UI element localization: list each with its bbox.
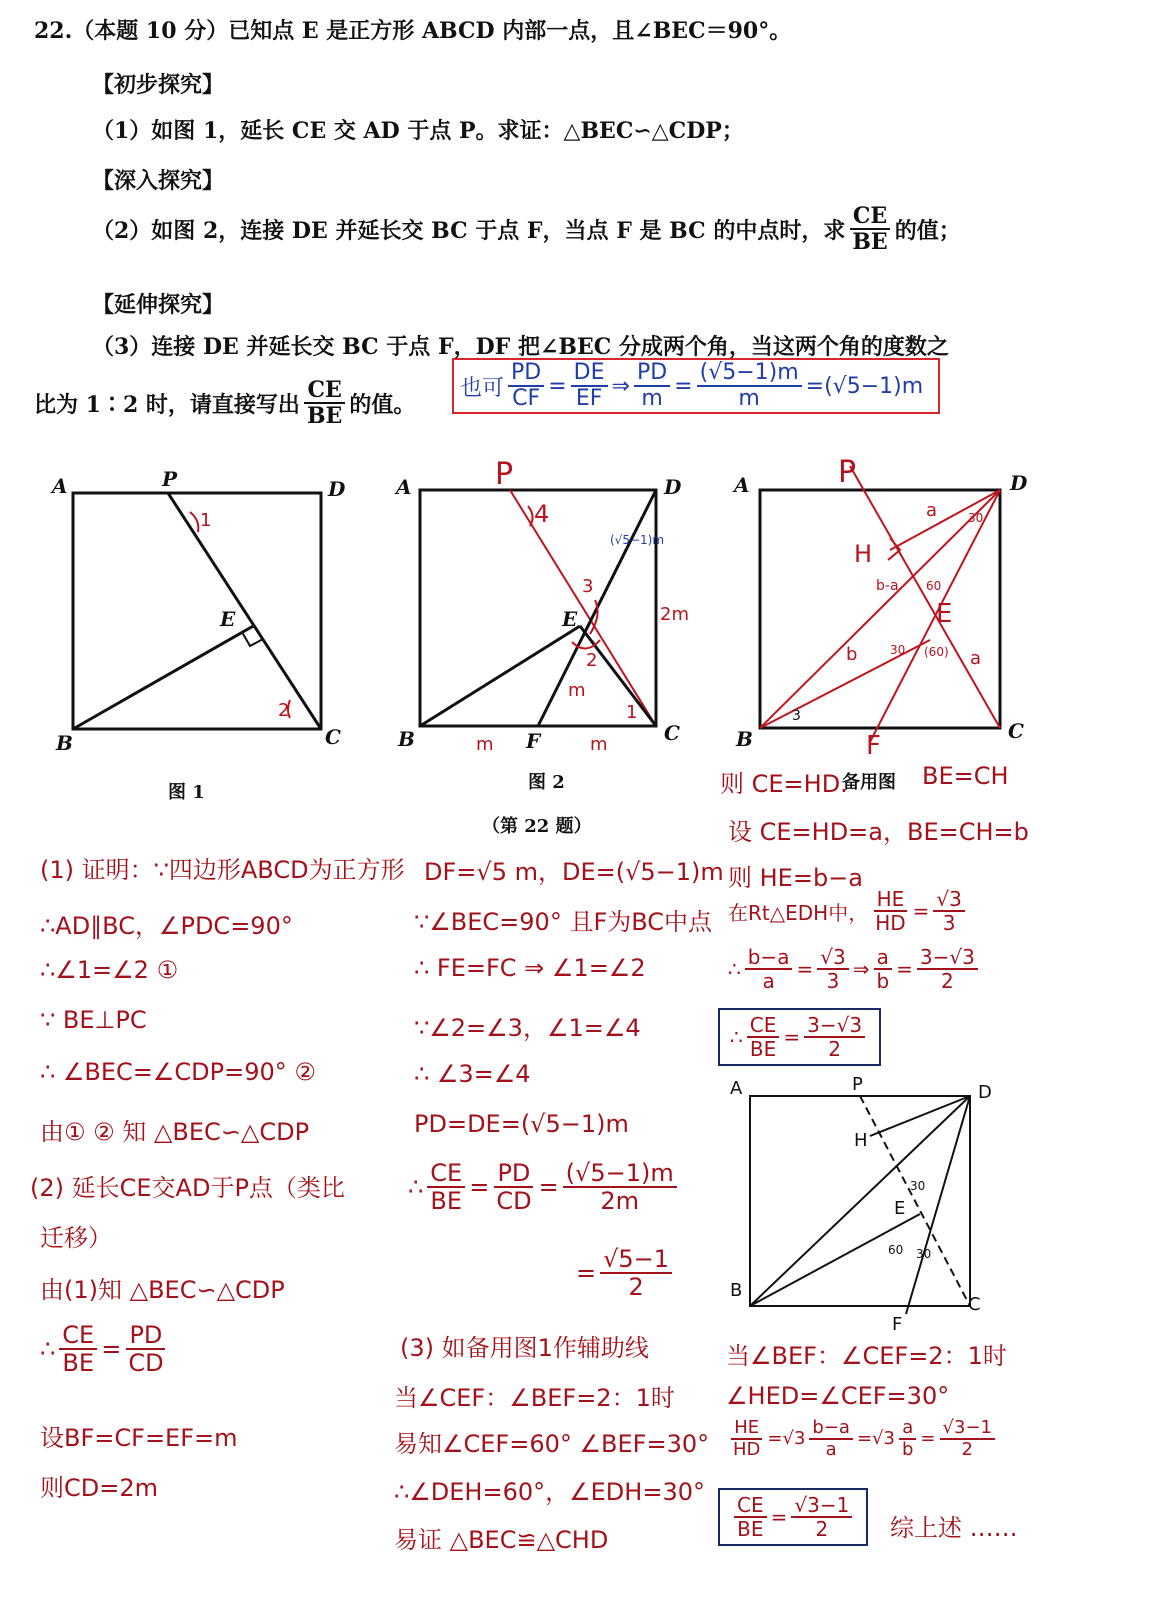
segment-a-right: a	[970, 648, 982, 669]
frac-ce-be-2: $\frac{CE}{BE}$	[427, 1160, 465, 1215]
label-B: B	[56, 731, 73, 755]
figure-4	[720, 1074, 1010, 1344]
therefore-symbol-3: ∴	[728, 957, 741, 981]
figure-1-caption: 图 1	[168, 782, 205, 803]
col3-line-4	[728, 888, 969, 934]
segment-m-bf: m	[476, 734, 494, 755]
frac-3-root3-2: $\frac{3-√3}{2}$	[917, 946, 978, 992]
note-prefix: 也可	[460, 375, 505, 401]
part2-line-6: 则CD=2m	[40, 1474, 158, 1502]
question-3-line2	[34, 378, 415, 428]
equals-9: =	[920, 1428, 936, 1450]
frac-root3-minus1-2: $\frac{√3-1}{2}$	[940, 1418, 995, 1460]
label-P: P	[162, 467, 178, 491]
label-E-4: E	[894, 1198, 906, 1219]
therefore-symbol: ∴	[40, 1335, 56, 1364]
question-2	[92, 204, 961, 254]
label-D-3: D	[1010, 471, 1028, 495]
col3-line-2: 设 CE=HD=a，BE=CH=b	[728, 818, 1029, 846]
note-arrow: ⇒	[611, 373, 630, 399]
proof-line-4: ∵ BE⊥PC	[40, 1006, 147, 1034]
label-H-4: H	[854, 1130, 868, 1151]
label-A-3: A	[734, 473, 750, 497]
note-frac-4: $\frac{(√5-1)m}{m}$	[697, 361, 802, 411]
segment-m-fc: m	[590, 734, 608, 755]
ce-be-fraction: $\frac{CE}{BE}$	[849, 204, 890, 254]
label-A-4: A	[730, 1078, 743, 1099]
proof-line-6: 由① ② 知 △BEC∽△CDP	[40, 1118, 310, 1146]
angle-30-top: 30	[968, 511, 984, 525]
equals-6: =	[796, 957, 814, 981]
col2-line-1: DF=√5 m，DE=(√5−1)m	[424, 858, 724, 886]
angle-3-mark-3: 3	[792, 708, 801, 724]
frac-he-hd-2: $\frac{HE}{HD}$	[733, 1417, 761, 1460]
angle-3-mark: 3	[582, 576, 594, 597]
col3-line-1b: BE=CH	[922, 762, 1009, 790]
section-heading-3: 【延伸探究】	[92, 292, 225, 318]
col3-line-1: 则 CE=HD.	[720, 770, 848, 798]
frac-ce-be-4: $\frac{CE}{BE}$	[734, 1494, 767, 1540]
therefore-symbol-4: ∴	[730, 1025, 743, 1049]
proof-line-1: (1) 证明：∵四边形ABCD为正方形	[40, 856, 405, 884]
frac-result-2: $\frac{√5-1}{2}$	[600, 1246, 672, 1301]
proof-line-2: ∴AD∥BC，∠PDC=90°	[40, 912, 293, 940]
question-3-text: 比为 1∶2 时，请直接写出	[34, 391, 300, 418]
frac-de-2m: $\frac{(√5-1)m}{2m}$	[563, 1160, 677, 1215]
angle-30-mid: 30	[890, 643, 906, 657]
figure-2-caption: 图 2	[528, 772, 565, 793]
equals-5: =	[912, 899, 930, 923]
angle-2-mark-2: 2	[586, 650, 598, 671]
note-eq-2: =	[674, 373, 693, 399]
segment-b: b	[846, 644, 858, 665]
frac-bma-a: $\frac{b-a}{a}$	[745, 946, 793, 992]
question-2-text: （2）如图 2，连接 DE 并延长交 BC 于点 F，当点 F 是 BC 的中点时，求	[92, 217, 846, 244]
frac-a-b: $\frac{a}{b}$	[873, 946, 892, 992]
equals-3: =	[538, 1173, 559, 1202]
label-B-3: B	[736, 727, 753, 751]
figure-3	[730, 450, 1050, 770]
rt-triangle-text: 在Rt△EDH中，	[728, 900, 869, 925]
label-C: C	[325, 725, 341, 749]
question-2-end: 的值；	[894, 217, 961, 244]
angle-1-mark: 1	[200, 510, 212, 531]
equals-root3-2: =√3	[856, 1428, 895, 1450]
frac-pd-cd: $\frac{PD}{CD}$	[128, 1321, 164, 1378]
figure-1	[40, 460, 350, 760]
frac-he-hd: $\frac{HE}{HD}$	[875, 887, 906, 935]
label-D: D	[328, 477, 346, 501]
equals-4: =	[576, 1259, 597, 1288]
implies-arrow: ⇒	[852, 957, 870, 981]
equals-root3: =√3	[767, 1428, 806, 1450]
angle-4-mark: 4	[534, 500, 550, 528]
label-B-2: B	[398, 727, 415, 751]
note-frac-2: $\frac{DE}{EF}$	[571, 361, 608, 411]
problem-title: 22.（本题 10 分）已知点 E 是正方形 ABCD 内部一点，且∠BEC＝90°。	[34, 18, 792, 44]
col2-line-13: 易证 △BEC≌△CHD	[394, 1526, 609, 1554]
col3-line-5	[728, 946, 982, 992]
note-frac-1: $\frac{PD}{CF}$	[508, 361, 544, 411]
proof-line-5: ∴ ∠BEC=∠CDP=90° ②	[40, 1058, 316, 1086]
col2-line-9: (3) 如备用图1作辅助线	[400, 1334, 649, 1362]
angle-60-circled: (60)	[924, 645, 949, 659]
label-E: E	[220, 607, 236, 631]
label-E-3: E	[936, 599, 953, 629]
col2-line-12: ∴∠DEH=60°，∠EDH=30°	[394, 1478, 705, 1506]
part2-line-3: 由(1)知 △BEC∽△CDP	[40, 1276, 285, 1304]
label-C-2: C	[664, 721, 680, 745]
figure-3-caption: 备用图	[842, 772, 896, 793]
col2-line-4: ∵∠2=∠3，∠1=∠4	[414, 1014, 641, 1042]
col2-line-11: 易知∠CEF=60° ∠BEF=30°	[394, 1430, 710, 1458]
angle-60: 60	[926, 579, 942, 593]
label-H-3: H	[854, 540, 873, 568]
label-D-2: D	[664, 475, 682, 499]
frac-pd-cd-2: $\frac{PD}{CD}$	[496, 1159, 532, 1216]
col3-line-7: ∠HED=∠CEF=30°	[726, 1382, 950, 1410]
frac-answer-1: $\frac{3-√3}{2}$	[804, 1014, 865, 1060]
frac-a-b-2: $\frac{a}{b}$	[899, 1418, 916, 1460]
summary-text: 综上述 ……	[890, 1514, 1018, 1542]
question-3-end: 的值。	[349, 391, 416, 418]
equals-8: =	[783, 1025, 801, 1049]
col2-line-6: PD=DE=(√5−1)m	[414, 1110, 629, 1138]
part2-line-5: 设BF=CF=EF=m	[40, 1424, 238, 1452]
question-3-line1: （3）连接 DE 并延长交 BC 于点 F，DF 把∠BEC 分成两个角，当这两个角的度数之	[92, 334, 949, 360]
equals: =	[101, 1335, 122, 1364]
ce-be-fraction-2: $\frac{CE}{BE}$	[304, 378, 345, 428]
col2-ratio	[408, 1160, 681, 1215]
label-F-2: F	[526, 729, 541, 753]
col2-line-10: 当∠CEF：∠BEF=2：1时	[394, 1384, 675, 1412]
angle-30-a-4: 30	[910, 1179, 926, 1193]
answer-box-1	[718, 1008, 881, 1066]
col3-line-3: 则 HE=b−a	[728, 864, 863, 892]
segment-m-ef: m	[568, 680, 586, 701]
answer-box-2	[718, 1488, 868, 1546]
angle-60-4: 60	[888, 1243, 904, 1257]
equals-2: =	[469, 1173, 490, 1202]
equals-7: =	[896, 957, 913, 981]
label-E-2: E	[562, 607, 578, 631]
proof-line-3: ∴∠1=∠2 ①	[40, 956, 179, 984]
label-F-3: F	[866, 731, 881, 761]
angle-1-mark-2: 1	[626, 702, 638, 723]
label-P-3: P	[838, 455, 857, 490]
frac-bma-a-2: $\frac{b-a}{a}$	[809, 1418, 853, 1460]
note-frac-3: $\frac{PD}{m}$	[634, 361, 670, 411]
col2-line-3: ∴ FE=FC ⇒ ∠1=∠2	[414, 954, 646, 982]
equals-10: =	[770, 1505, 788, 1529]
label-P-4: P	[852, 1074, 863, 1095]
label-C-3: C	[1008, 719, 1024, 743]
segment-b-minus-a: b-a	[876, 578, 899, 594]
col2-line-2: ∵∠BEC=90° 且F为BC中点	[414, 908, 713, 936]
section-heading-2: 【深入探究】	[92, 168, 225, 194]
side-2m: 2m	[660, 604, 689, 625]
segment-de-note: (√5−1)m	[610, 533, 665, 547]
label-D-4: D	[978, 1082, 992, 1103]
part2-ratio	[40, 1322, 171, 1377]
label-F-4: F	[892, 1314, 903, 1335]
col2-line-5: ∴ ∠3=∠4	[414, 1060, 531, 1088]
note-result: =(√5−1)m	[805, 373, 924, 399]
alternate-method-note	[452, 358, 940, 414]
note-eq: =	[548, 373, 567, 399]
question-1: （1）如图 1，延长 CE 交 AD 于点 P。求证：△BEC∽△CDP；	[92, 118, 744, 144]
label-A: A	[52, 474, 68, 498]
part2-line-1: (2) 延长CE交AD于P点（类比	[30, 1174, 345, 1202]
angle-30-b-4: 30	[916, 1247, 932, 1261]
col3-line-6: 当∠BEF：∠CEF=2：1时	[726, 1342, 1007, 1370]
label-P-2: P	[495, 457, 514, 492]
col2-result	[576, 1246, 676, 1301]
problem-source-caption: （第 22 题）	[482, 816, 592, 837]
section-heading-1: 【初步探究】	[92, 72, 225, 98]
angle-2-mark: 2	[278, 700, 290, 721]
frac-root3-3: $\frac{√3}{3}$	[933, 888, 964, 934]
therefore-symbol-2: ∴	[408, 1173, 424, 1202]
frac-ce-be: $\frac{CE}{BE}$	[59, 1322, 97, 1377]
segment-a-top: a	[926, 500, 938, 521]
part2-line-2: 迁移）	[40, 1224, 112, 1252]
col3-line-8	[726, 1418, 999, 1460]
figure-2	[390, 450, 710, 760]
frac-root3-3-b: $\frac{√3}{3}$	[817, 946, 848, 992]
label-B-4: B	[730, 1280, 743, 1301]
label-A-2: A	[396, 475, 412, 499]
frac-ce-be-3: $\frac{CE}{BE}$	[747, 1014, 780, 1060]
label-C-4: C	[968, 1294, 981, 1315]
frac-answer-2: $\frac{√3-1}{2}$	[791, 1494, 852, 1540]
